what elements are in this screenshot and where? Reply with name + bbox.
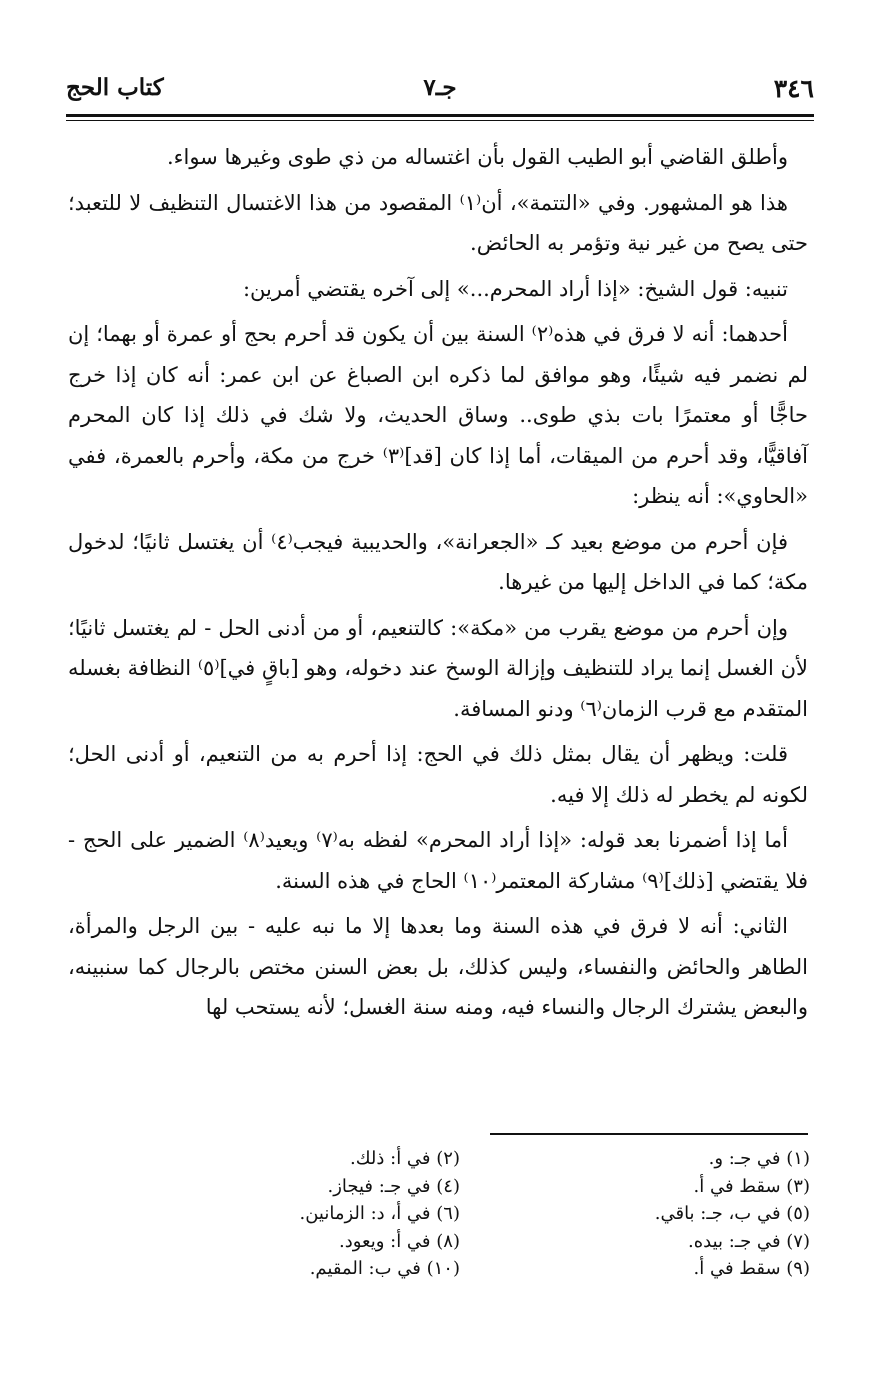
footnote: (٣) سقط في أ. [693, 1175, 810, 1197]
header-rule-thin [66, 120, 814, 121]
footnote-row [80, 1145, 810, 1173]
footnote: (٤) في جـ: فيجاز. [327, 1175, 460, 1197]
footnote-separator [490, 1133, 808, 1135]
paragraph: هذا هو المشهور. وفي «التتمة»، أن⁽١⁾ المقصود من هذا الاغتسال التنظيف لا للتعبد؛ حتى يصح من غير نية وتؤمر به الحائض. [68, 190, 808, 255]
paragraph: الثاني: أنه لا فرق في هذه السنة وما بعدها إلا ما نبه عليه - بين الرجل والمرأة، الطاهر والحائض والنفساء، وليس كذلك، بل بعض السنن مختص بالرجال كما سنبينه، والبعض يشترك الرجال والنساء فيه، ومنه سنة الغسل؛ لأنه يستحب لها [68, 914, 808, 1019]
footnote-row [80, 1228, 810, 1256]
footnote: (٥) في ب، جـ: باقي. [654, 1203, 810, 1224]
footnote: (١) في جـ: و. [708, 1148, 810, 1169]
paragraph: فإن أحرم من موضع بعيد كـ «الجعرانة»، والحديبية فيجب⁽٤⁾ أن يغتسل ثانيًا؛ لدخول مكة؛ كما في الداخل إليها من غيرها. [68, 529, 808, 594]
paragraph: قلت: ويظهر أن يقال بمثل ذلك في الحج: إذا أحرم به من التنعيم، أو أدنى الحل؛ لكونه لم يخطر له ذلك إلا فيه. [68, 742, 808, 807]
footnote: (١٠) في ب: المقيم. [309, 1258, 460, 1279]
paragraph: أحدهما: أنه لا فرق في هذه⁽٢⁾ السنة بين أن يكون قد أحرم بحج أو عمرة أو بهما؛ إن لم نضمر فيه شيئًا، وهو موافق لما ذكره ابن الصباغ عن ابن عمر: أنه كان إذا خرج حاجًّا أو معتمرًا بات بذي طوى.. وساق الحديث، ولا شك في ذلك إذا كان المحرم آفاقيًّا، وقد أحرم من الميقات، أما إذا كان [قد]⁽٣⁾ خرج من مكة، وأحرم بالعمرة، ففي «الحاوي»: أنه ينظر: [68, 322, 808, 508]
footnotes [80, 1145, 810, 1283]
footnote: (٦) في أ، د: الزمانين. [299, 1203, 460, 1224]
paragraph: وإن أحرم من موضع يقرب من «مكة»: كالتنعيم، أو من أدنى الحل - لم يغتسل ثانيًا؛ لأن الغسل إنما يراد للتنظيف وإزالة الوسخ عند دخوله، وهو [باقٍ في]⁽٥⁾ النظافة بغسله المتقدم مع قرب الزمان⁽٦⁾ ودنو المسافة. [68, 615, 809, 721]
body-text [68, 137, 808, 1028]
volume-label: جـ٧ [423, 74, 457, 101]
page-number: ٣٤٦ [773, 74, 814, 103]
footnote-row [80, 1200, 810, 1228]
footnote: (٨) في أ: ويعود. [339, 1230, 460, 1252]
footnote: (٢) في أ: ذلك. [350, 1148, 460, 1169]
paragraph: وأطلق القاضي أبو الطيب القول بأن اغتساله من ذي طوى وغيرها سواء. [166, 145, 788, 169]
footnote: (٩) سقط في أ. [693, 1258, 810, 1279]
book-title: كتاب الحج [66, 74, 164, 101]
paragraph: أما إذا أضمرنا بعد قوله: «إذا أراد المحرم» لفظه به⁽٧⁾ ويعيد⁽٨⁾ الضمير على الحج - فلا يقتضي [ذلك]⁽٩⁾ مشاركة المعتمر⁽١٠⁾ الحاج في هذه السنة. [68, 828, 808, 893]
footnote-row [80, 1173, 810, 1201]
page-header [66, 66, 814, 112]
paragraph: تنبيه: قول الشيخ: «إذا أراد المحرم...» إلى آخره يقتضي أمرين: [242, 276, 788, 301]
footnote: (٧) في جـ: بيده. [687, 1230, 810, 1252]
footnote-row [80, 1255, 810, 1283]
header-rule-thick [66, 114, 814, 117]
